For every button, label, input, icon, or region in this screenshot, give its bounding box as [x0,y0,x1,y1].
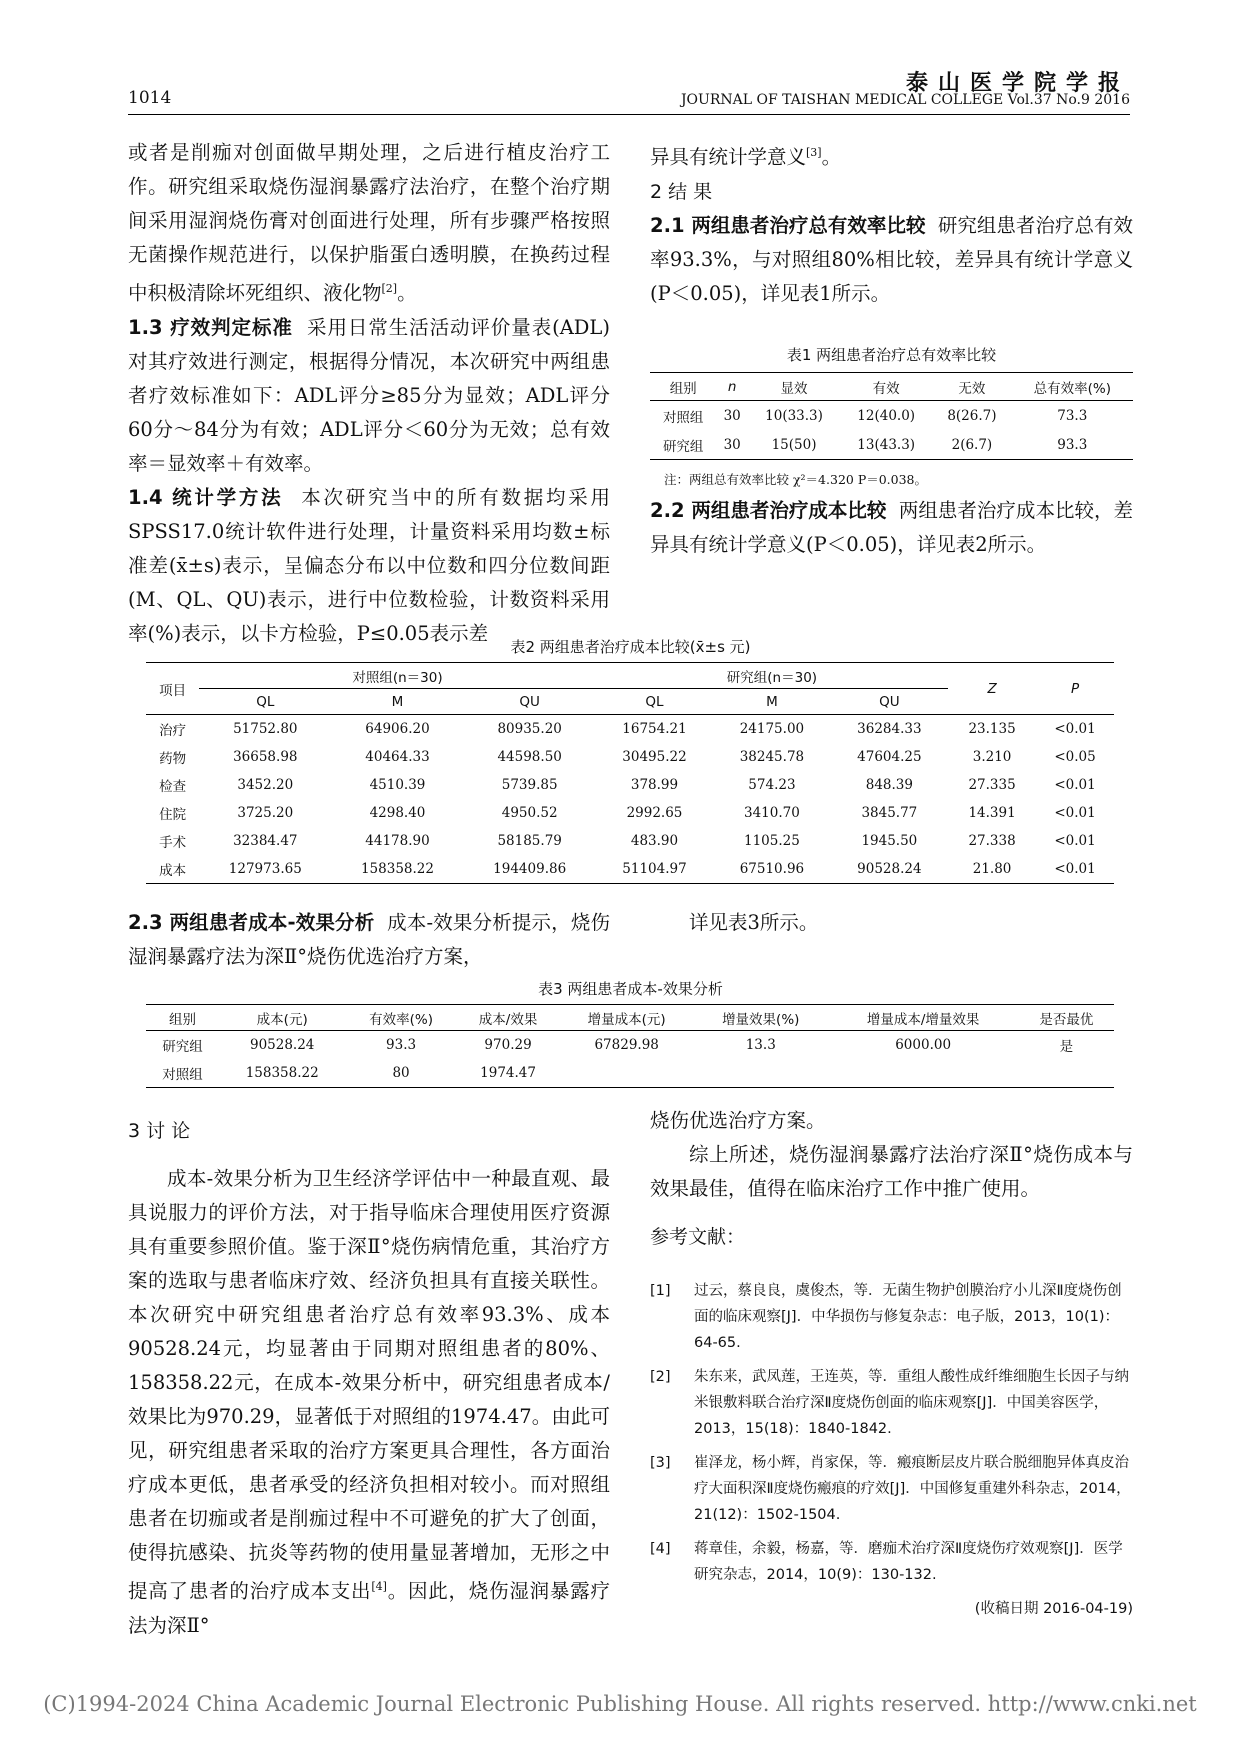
table-cell: 4298.40 [369,805,426,821]
table-cell: 16754.21 [622,721,687,737]
table1 [650,372,1133,460]
section-2-3-left [128,906,610,974]
section-2-3: 2.3 两组患者成本-效果分析 成本-效果分析提示，烧伤湿润暴露疗法为深Ⅱ°烧伤优选治疗方案， [128,911,611,968]
table-cell [1019,1059,1114,1088]
table2-subheader: QL [596,689,713,715]
table-cell: 14.391 [968,805,1016,821]
table-cell: <0.01 [1054,805,1096,821]
table-cell: 51104.97 [622,861,687,877]
section-2-2: 2.2 两组患者治疗成本比较 两组患者治疗成本比较，差异具有统计学意义(P＜0.05)，详见表2所示。 [650,499,1133,556]
table-row [146,715,1114,744]
table-cell: 194409.86 [493,861,567,877]
table-cell: <0.01 [1054,777,1096,793]
row-label: 治疗 [159,723,187,739]
table-cell: 90528.24 [249,1037,315,1053]
row-label: 研究组 [162,1039,203,1055]
upper-right-column [650,136,1133,311]
journal-title-cn: 泰山医学院学报 [905,70,1130,96]
table3-header: 增量效果(%) [694,1005,828,1031]
table3-header: 组别 [146,1005,219,1031]
table2-header-control: 对照组(n＝30) [199,663,596,689]
reference-item: [2] 朱东来，武凤莲，王连英，等．重组人酸性成纤维细胞生长因子与纳米银敷料联合治疗深Ⅱ度烧伤创面的临床观察[J]．中国美容医学，2013，15(18)：1840-1842. [650,1369,1129,1437]
reference-item: [4] 蒋章佳，余毅，杨嘉，等．磨痂术治疗深Ⅱ度烧伤疗效观察[J]．医学研究杂志，2014，10(9)：130-132. [650,1541,1123,1583]
table-cell: 158358.22 [245,1065,319,1081]
table-cell: 6000.00 [895,1037,952,1053]
section-2-3-right [650,906,1133,940]
table-cell: 30 [723,436,741,453]
row-label: 手术 [159,835,187,851]
table-cell: 90528.24 [857,861,922,877]
row-label: 对照组 [162,1067,203,1083]
table3 [146,1004,1114,1088]
discussion-paragraph: 成本-效果分析为卫生经济学评估中一种最直观、最具说服力的评价方法，对于指导临床合理使用医疗资源具有重要参照价值。鉴于深Ⅱ°烧伤病情危重，其治疗方案的选取与患者临床疗效、经济负担具有直接关联性。本次研究中研究组患者治疗总有效率93.3%、成本90528.24元，均显著由于同期对照组患者的80%、158358.22元，在成本-效果分析中，研究组患者成本/效果比为970.29，显著低于对照组的1974.47。由此可见，研究组患者采取的治疗方案更具合理性，各方面治疗成本更低，患者承受的经济负担相对较小。而对照组患者在切痂或者是削痂过程中不可避免的扩大了创面，使得抗感染、抗炎等药物的使用量显著增加，无形之中提高了患者的治疗成本支出[4]。因此，烧伤湿润暴露疗法为深Ⅱ° [128,1167,610,1637]
row-label: 检查 [159,779,187,795]
table-cell: 80935.20 [497,721,562,737]
table-cell: 44178.90 [365,833,430,849]
table-cell: 38245.78 [739,749,805,765]
table-cell: 93.3 [1057,436,1088,453]
table-cell: <0.05 [1054,749,1096,765]
section-2-3-continuation: 详见表3所示。 [689,911,819,934]
table-cell: <0.01 [1054,833,1096,849]
conclusion-paragraph: 综上所述，烧伤湿润暴露疗法治疗深Ⅱ°烧伤成本与效果最佳，值得在临床治疗工作中推广使用。 [650,1143,1133,1200]
table2-subheader: M [713,689,830,715]
table-row [146,771,1114,799]
discussion-title: 3 讨 论 [128,1120,191,1142]
table-cell: 12(40.0) [857,407,916,424]
table-cell: 3410.70 [744,805,800,821]
table2-subheader: QL [199,689,331,715]
table3-header: 增量成本/增量效果 [828,1005,1019,1031]
table2-header-item: 项目 [146,663,199,715]
table-cell: 13(43.3) [857,436,916,453]
table-cell: 574.23 [748,777,796,793]
table-cell: 24175.00 [739,721,805,737]
table-cell: 13.3 [745,1037,776,1053]
table-cell: 73.3 [1057,407,1088,424]
table-row [650,430,1133,460]
table-cell: 23.135 [968,721,1016,737]
table-cell: 3.210 [972,749,1012,765]
table-cell: 378.99 [630,777,679,793]
table-cell: 67829.98 [594,1037,659,1053]
table-cell: 40464.33 [365,749,430,765]
table-cell: 158358.22 [360,861,434,877]
table-cell: 1105.25 [744,833,800,849]
table-cell: 5739.85 [501,777,558,793]
table-cell: 10(33.3) [765,407,823,424]
table2-subheader: QU [831,689,948,715]
received-date: (收稿日期 2016-04-19) [974,1601,1133,1617]
table-cell: <0.01 [1054,721,1096,737]
table-cell: 848.39 [865,777,913,793]
table-cell: 93.3 [386,1037,417,1053]
table3-header: 有效率(%) [345,1005,456,1031]
table-cell: 51752.80 [233,721,298,737]
table3-header: 成本/效果 [457,1005,560,1031]
table3-header: 增量成本(元) [559,1005,694,1031]
table1-header: 显效 [748,373,840,401]
section-2-title: 2 结 果 [650,180,713,203]
table3-header: 是否最优 [1019,1005,1114,1031]
table-cell: 80 [392,1065,410,1081]
table1-header: 无效 [932,373,1011,401]
table-cell: 4510.39 [369,777,426,793]
table-cell: 21.80 [972,861,1012,877]
table3-header: 成本(元) [219,1005,345,1031]
table-row [650,401,1133,431]
table-row [146,743,1114,771]
section-1-4: 1.4 统计学方法 本次研究当中的所有数据均采用SPSS17.0统计软件进行处理，计量资料采用均数±标准差(x̄±s)表示，呈偏态分布以中位数和四分位数间距(M、QL、QU)表示，进行中位数检验，计数资料采用率(%)表示，以卡方检验，P≤0.05表示差 [128,485,610,645]
table-cell: 58185.79 [497,833,562,849]
page-number: 1014 [128,88,172,108]
discussion-column [128,1114,610,1643]
table2-subheader: M [331,689,463,715]
table2-caption: 表2 两组患者治疗成本比较(x̄±s 元) [510,638,751,656]
table2-header-p: P [1036,663,1114,715]
table-cell: 是 [1059,1039,1074,1055]
table-cell: 4950.52 [501,805,558,821]
references-list [650,1278,1133,1622]
table-cell [694,1059,828,1088]
table-cell: 3452.20 [237,777,294,793]
row-label: 成本 [159,863,187,879]
row-label: 住院 [159,807,187,823]
table-cell: 36658.98 [233,749,298,765]
stats-continuation: 异具有统计学意义[3]。 [650,145,842,169]
table1-note: 注：两组总有效率比较 χ²＝4.320 P＝0.038。 [664,472,928,487]
header-rule [128,114,1130,115]
discussion-continuation: 烧伤优选治疗方案。 [650,1109,826,1132]
table-cell: 1974.47 [480,1065,536,1081]
table-cell: 64906.20 [365,721,430,737]
table-cell: 3845.77 [861,805,918,821]
table-cell: 8(26.7) [947,407,997,424]
table1-header: 组别 [650,373,716,401]
table-cell: 483.90 [630,833,679,849]
table-row [146,1031,1114,1060]
table-cell: 970.29 [484,1037,532,1053]
table2-subheader: QU [464,689,596,715]
table-cell: 127973.65 [228,861,302,877]
section-1-3: 1.3 疗效判定标准 采用日常生活活动评价量表(ADL)对其疗效进行测定，根据得分情况，本次研究中两组患者疗效标准如下：ADL评分≥85分为显效；ADL评分60分～84分为有效；ADL评分＜60分为无效；总有效率＝显效率＋有效率。 [128,315,610,475]
table-cell: 30495.22 [622,749,687,765]
table-row [146,799,1114,827]
table-cell: 30 [723,407,741,424]
table-cell: 27.338 [968,833,1016,849]
table-cell: 研究组 [662,438,704,455]
table3-caption: 表3 两组患者成本-效果分析 [538,980,723,998]
section-2-1: 2.1 两组患者治疗总有效率比较 研究组患者治疗总有效率93.3%，与对照组80%相比较，差异具有统计学意义(P＜0.05)，详见表1所示。 [650,213,1133,305]
table2-header-z: Z [948,663,1036,715]
table2-header-study: 研究组(n＝30) [596,663,948,689]
table-cell: 44598.50 [497,749,562,765]
table-cell: 2(6.7) [951,436,993,453]
table-cell: 32384.47 [233,833,298,849]
copyright-footer: (C)1994-2024 China Academic Journal Electronic Publishing House. All rights reserved. http://www.cnki.net [43,1692,1197,1716]
table-cell [559,1059,694,1088]
upper-left-column [128,136,610,651]
table-cell: 36284.33 [857,721,922,737]
table2 [146,662,1114,884]
table-cell: 47604.25 [857,749,922,765]
table-cell: 15(50) [771,436,817,453]
table-cell: 27.335 [968,777,1016,793]
journal-title-en: JOURNAL OF TAISHAN MEDICAL COLLEGE Vol.37 No.9 2016 [680,92,1130,108]
conclusion-column [650,1104,1133,1254]
table-cell: 对照组 [662,409,704,426]
table-row [146,827,1114,855]
table1-header: n [716,373,748,401]
table-cell: <0.01 [1054,861,1096,877]
table-cell: 67510.96 [739,861,805,877]
table1-header: 总有效率(%) [1012,373,1133,401]
table-row [146,1059,1114,1088]
reference-item: [1] 过云，蔡良良，虞俊杰，等．无菌生物护创膜治疗小儿深Ⅱ度烧伤创面的临床观察[J]．中华损伤与修复杂志：电子版，2013，10(1)：64-65. [650,1283,1122,1351]
references-title: 参考文献： [650,1226,746,1248]
table1-caption: 表1 两组患者治疗总有效率比较 [786,346,997,364]
table-row [146,855,1114,884]
reference-item: [3] 崔泽龙，杨小辉，肖家保，等．瘢痕断层皮片联合脱细胞异体真皮治疗大面积深Ⅱ度烧伤瘢痕的疗效[J]．中国修复重建外科杂志，2014，21(12)：1502-1504. [650,1455,1131,1523]
table1-header: 有效 [840,373,932,401]
table-cell: 3725.20 [237,805,294,821]
table-cell [828,1059,1019,1088]
table-cell: 1945.50 [861,833,918,849]
methods-paragraph: 或者是削痂对创面做早期处理，之后进行植皮治疗工作。研究组采取烧伤湿润暴露疗法治疗，在整个治疗期间采用湿润烧伤膏对创面进行处理，所有步骤严格按照无菌操作规范进行，以保护脂蛋白透明膜，在换药过程中积极清除坏死组织、液化物[2]。 [128,141,610,305]
section-2-2-block [650,494,1133,562]
table-cell: 2992.65 [626,805,683,821]
row-label: 药物 [159,751,187,767]
